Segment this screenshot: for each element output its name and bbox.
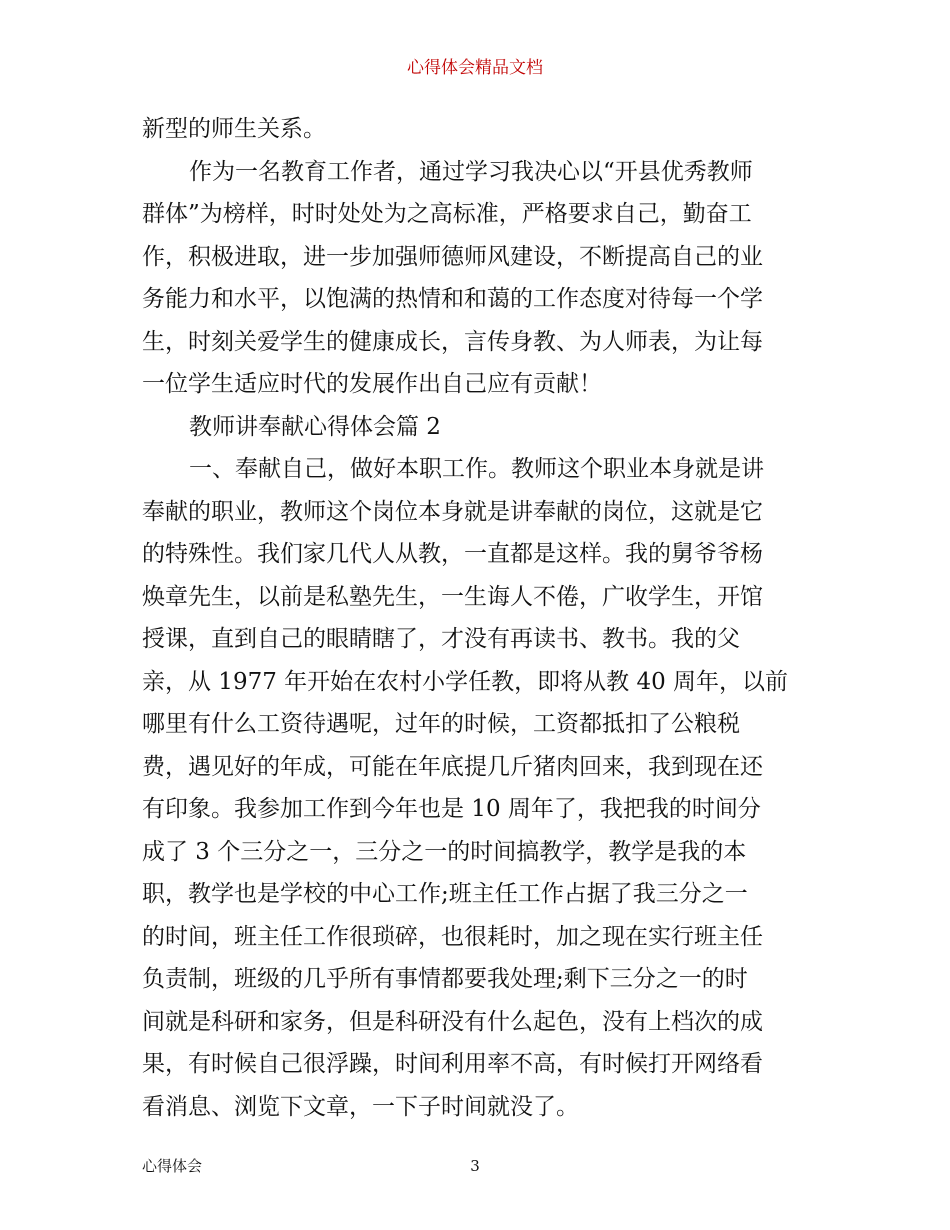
body-line: 哪里有什么工资待遇呢，过年的时候，工资都抵扣了公粮税 [142,711,740,737]
page-header-title: 心得体会精品文档 [407,58,543,78]
body-line: 成了 3 个三分之一，三分之一的时间搞教学，教学是我的本 [142,838,747,865]
page-number: 3 [470,1157,480,1175]
body-line: 群体”为榜样，时时处处为之高标准，严格要求自己，勤奋工 [142,201,752,227]
body-line: 间就是科研和家务，但是科研没有什么起色，没有上档次的成 [142,1008,763,1035]
document-body [142,108,810,1128]
page-footer-label: 心得体会 [142,1157,203,1175]
body-line: 负责制，班级的几乎所有事情都要我处理;剩下三分之一的时 [142,966,748,992]
body-line: 奉献的职业，教师这个岗位本身就是讲奉献的岗位，这就是它 [142,498,763,525]
body-line: 果，有时候自己很浮躁，时间利用率不高，有时候打开网络看 [142,1051,763,1077]
body-line: 一、奉献自己，做好本职工作。教师这个职业本身就是讲 [189,456,764,482]
body-line: 生，时刻关爱学生的健康成长，言传身教、为人师表，为让每 [142,328,763,355]
body-line: 亲，从 1977 年开始在农村小学任教，即将从教 40 周年，以前 [142,668,789,695]
body-line: 新型的师生关系。 [142,116,326,142]
body-line: 的时间，班主任工作很琐碎，也很耗时，加之现在实行班主任 [142,923,763,950]
body-line: 看消息、浏览下文章，一下子时间就没了。 [142,1093,579,1120]
body-line: 授课，直到自己的眼睛瞎了，才没有再读书、教书。我的父 [142,626,740,652]
body-line: 焕章先生，以前是私塾先生，一生诲人不倦，广收学生，开馆 [142,583,763,610]
body-line: 的特殊性。我们家几代人从教，一直都是这样。我的舅爷爷杨 [142,541,763,567]
body-line: 一位学生适应时代的发展作出自己应有贡献！ [142,371,602,397]
body-line: 务能力和水平，以饱满的热情和和蔼的工作态度对待每一个学 [142,286,763,312]
body-line: 有印象。我参加工作到今年也是 10 周年了，我把我的时间分 [142,796,761,822]
body-line: 费，遇见好的年成，可能在年底提几斤猪肉回来，我到现在还 [142,753,763,780]
body-line: 作为一名教育工作者，通过学习我决心以“开县优秀教师 [189,158,753,185]
section-heading: 教师讲奉献心得体会篇 2 [189,413,441,440]
body-line: 作，积极进取，进一步加强师德师风建设，不断提高自己的业 [142,243,763,270]
body-line: 职，教学也是学校的中心工作;班主任工作占据了我三分之一 [142,881,748,907]
